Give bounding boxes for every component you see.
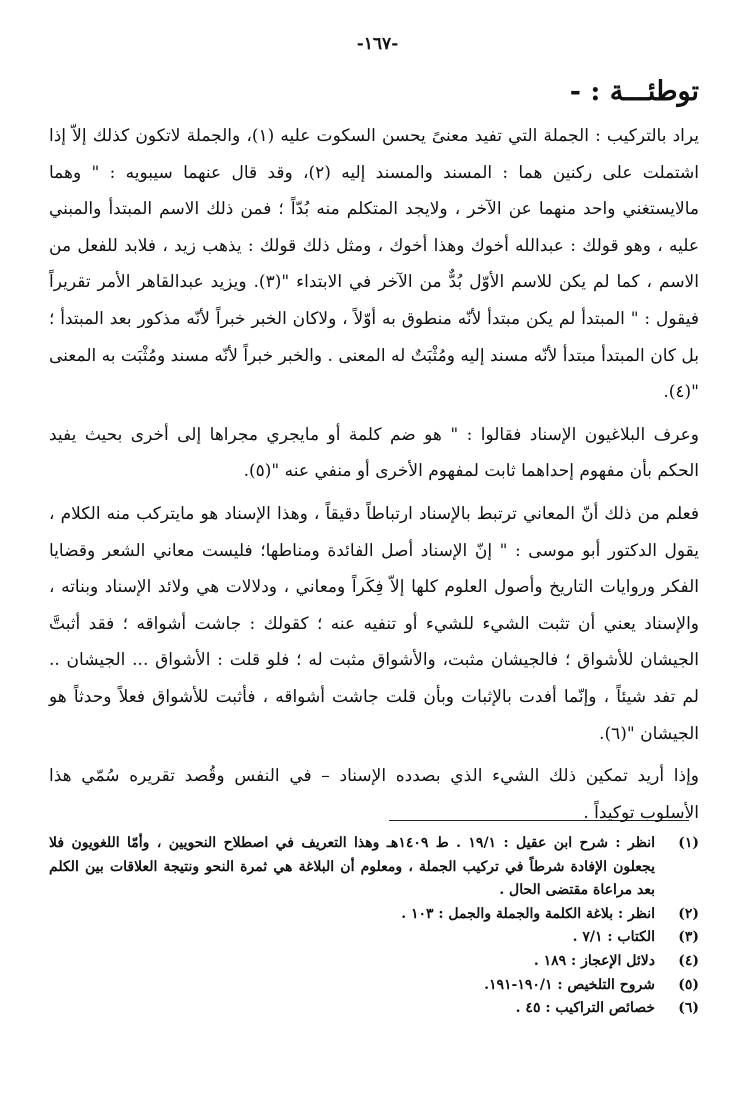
footnote-text: شروح التلخيص : ١٩٠/١-١٩١.: [484, 976, 655, 993]
paragraph: فعلم من ذلك أنّ المعاني ترتبط بالإسناد ارتباطاً دقيقاً ، وهذا الإسناد هو مايتركب منه الكلام ، يقول الدكتور أبو موسى : " إنّ الإسناد أصل الفائدة ومناطها؛ فليست معاني الشعر وقضايا الفكر وروايات التاريخ وأصول العلوم كلها إلاّ فِكَراً ومعاني ، ودلالات هي ولائد الإسناد وبناته ، والإسناد يعني أن تثبت الشيء للشيء أو تنفيه عنه ؛ كقولك : جاشت أشواقه ؛ فقد أثبتَّ الجيشان للأشواق ؛ فالجيشان مثبت، والأشواق مثبت له ؛ فلو قلت : الأشواق ... الجيشان .. لم تفد شيئاً ، وإنّما أفدت بالإثبات وبأن قلت جاشت أشواقه ، فأثبت للأشواق فعلاً وحدثاً هو الجيشان "(٦).: [49, 503, 699, 744]
paragraph: وعرف البلاغيون الإسناد فقالوا : " هو ضم كلمة أو مايجري مجراها إلى أخرى بحيث يفيد الحكم بأن مفهوم إحداهما ثابت لمفهوم الأخرى أو منفي عنه "(٥).: [49, 424, 699, 482]
footnote-number: (٣): [678, 929, 699, 946]
footnote-text: خصائص التراكيب : ٤٥ .: [515, 1000, 655, 1017]
footnote-text: دلائل الإعجاز : ١٨٩ .: [533, 952, 655, 969]
footnote-text: انظر : بلاغة الكلمة والجملة والجمل : ١٠٣ .: [401, 905, 655, 922]
footnote: [49, 832, 699, 903]
footnote: [49, 974, 699, 998]
footnote-number: (٥): [678, 976, 699, 993]
paragraph: يراد بالتركيب : الجملة التي تفيد معنىً يحسن السكوت عليه (١)، والجملة لاتكون كذلك إلاّ إذا اشتملت على ركنين هما : المسند والمسند إليه (٢)، وقد قال عنهما سيبويه : " وهما مالايستغني واحد منهما عن الآخر ، ولايجد المتكلم منه بُدّاً ؛ فمن ذلك الاسم المبتدأ والمبني عليه ، وهو قولك : عبدالله أخوك وهذا أخوك ، ومثل ذلك قولك : يذهب زيد ، فلابد للفعل من الاسم ، كما لم يكن للاسم الأوّل بُدٌّ من الآخر في الابتداء "(٣). ويزيد عبدالقاهر الأمر تقريراً فيقول : " المبتدأ لم يكن مبتدأ لأنّه منطوق به أوّلاً ، ولاكان الخبر خبراً لأنّه مذكور بعد المبتدأ ؛ بل كان المبتدأ مبتدأ لأنّه مسند إليه ومُثْبَتٌ له المعنى . والخبر خبراً لأنّه مسند ومُثْبَت به المعنى "(٤).: [49, 126, 700, 403]
footnote-divider: [389, 820, 689, 821]
footnote-number: (١): [678, 835, 699, 851]
footnote-text: الكتاب : ٧/١ .: [572, 929, 655, 946]
body-text: [49, 118, 699, 831]
footnote: [49, 903, 699, 927]
paragraph: وإذا أريد تمكين ذلك الشيء الذي بصدده الإسناد – في النفس وقُصد تقريره سُمّي هذا الأسلوب توكيداً .: [49, 766, 699, 823]
footnote: [49, 997, 699, 1021]
footnote-number: (٢): [678, 905, 699, 922]
footnote: [49, 926, 699, 950]
footnote-number: (٤): [678, 952, 699, 969]
footnote-text: انظر : شرح ابن عقيل : ١٩/١ . ط ١٤٠٩هـ وهذا التعريف في اصطلاح النحويين ، وأمّا اللغويون فلا يجعلون الإفادة شرطاً في تركيب الجملة ، ومعلوم أن البلاغة هي ثمرة النحو ونتيجة العلاقات بين الكلم بعد مراعاة مقتضى الحال .: [49, 835, 655, 899]
page-number: -١٦٧-: [356, 34, 399, 54]
footnotes: [49, 832, 699, 1021]
footnote-number: (٦): [678, 1000, 699, 1017]
footnote: [49, 950, 699, 974]
section-heading: توطئـــة : -: [569, 76, 699, 107]
